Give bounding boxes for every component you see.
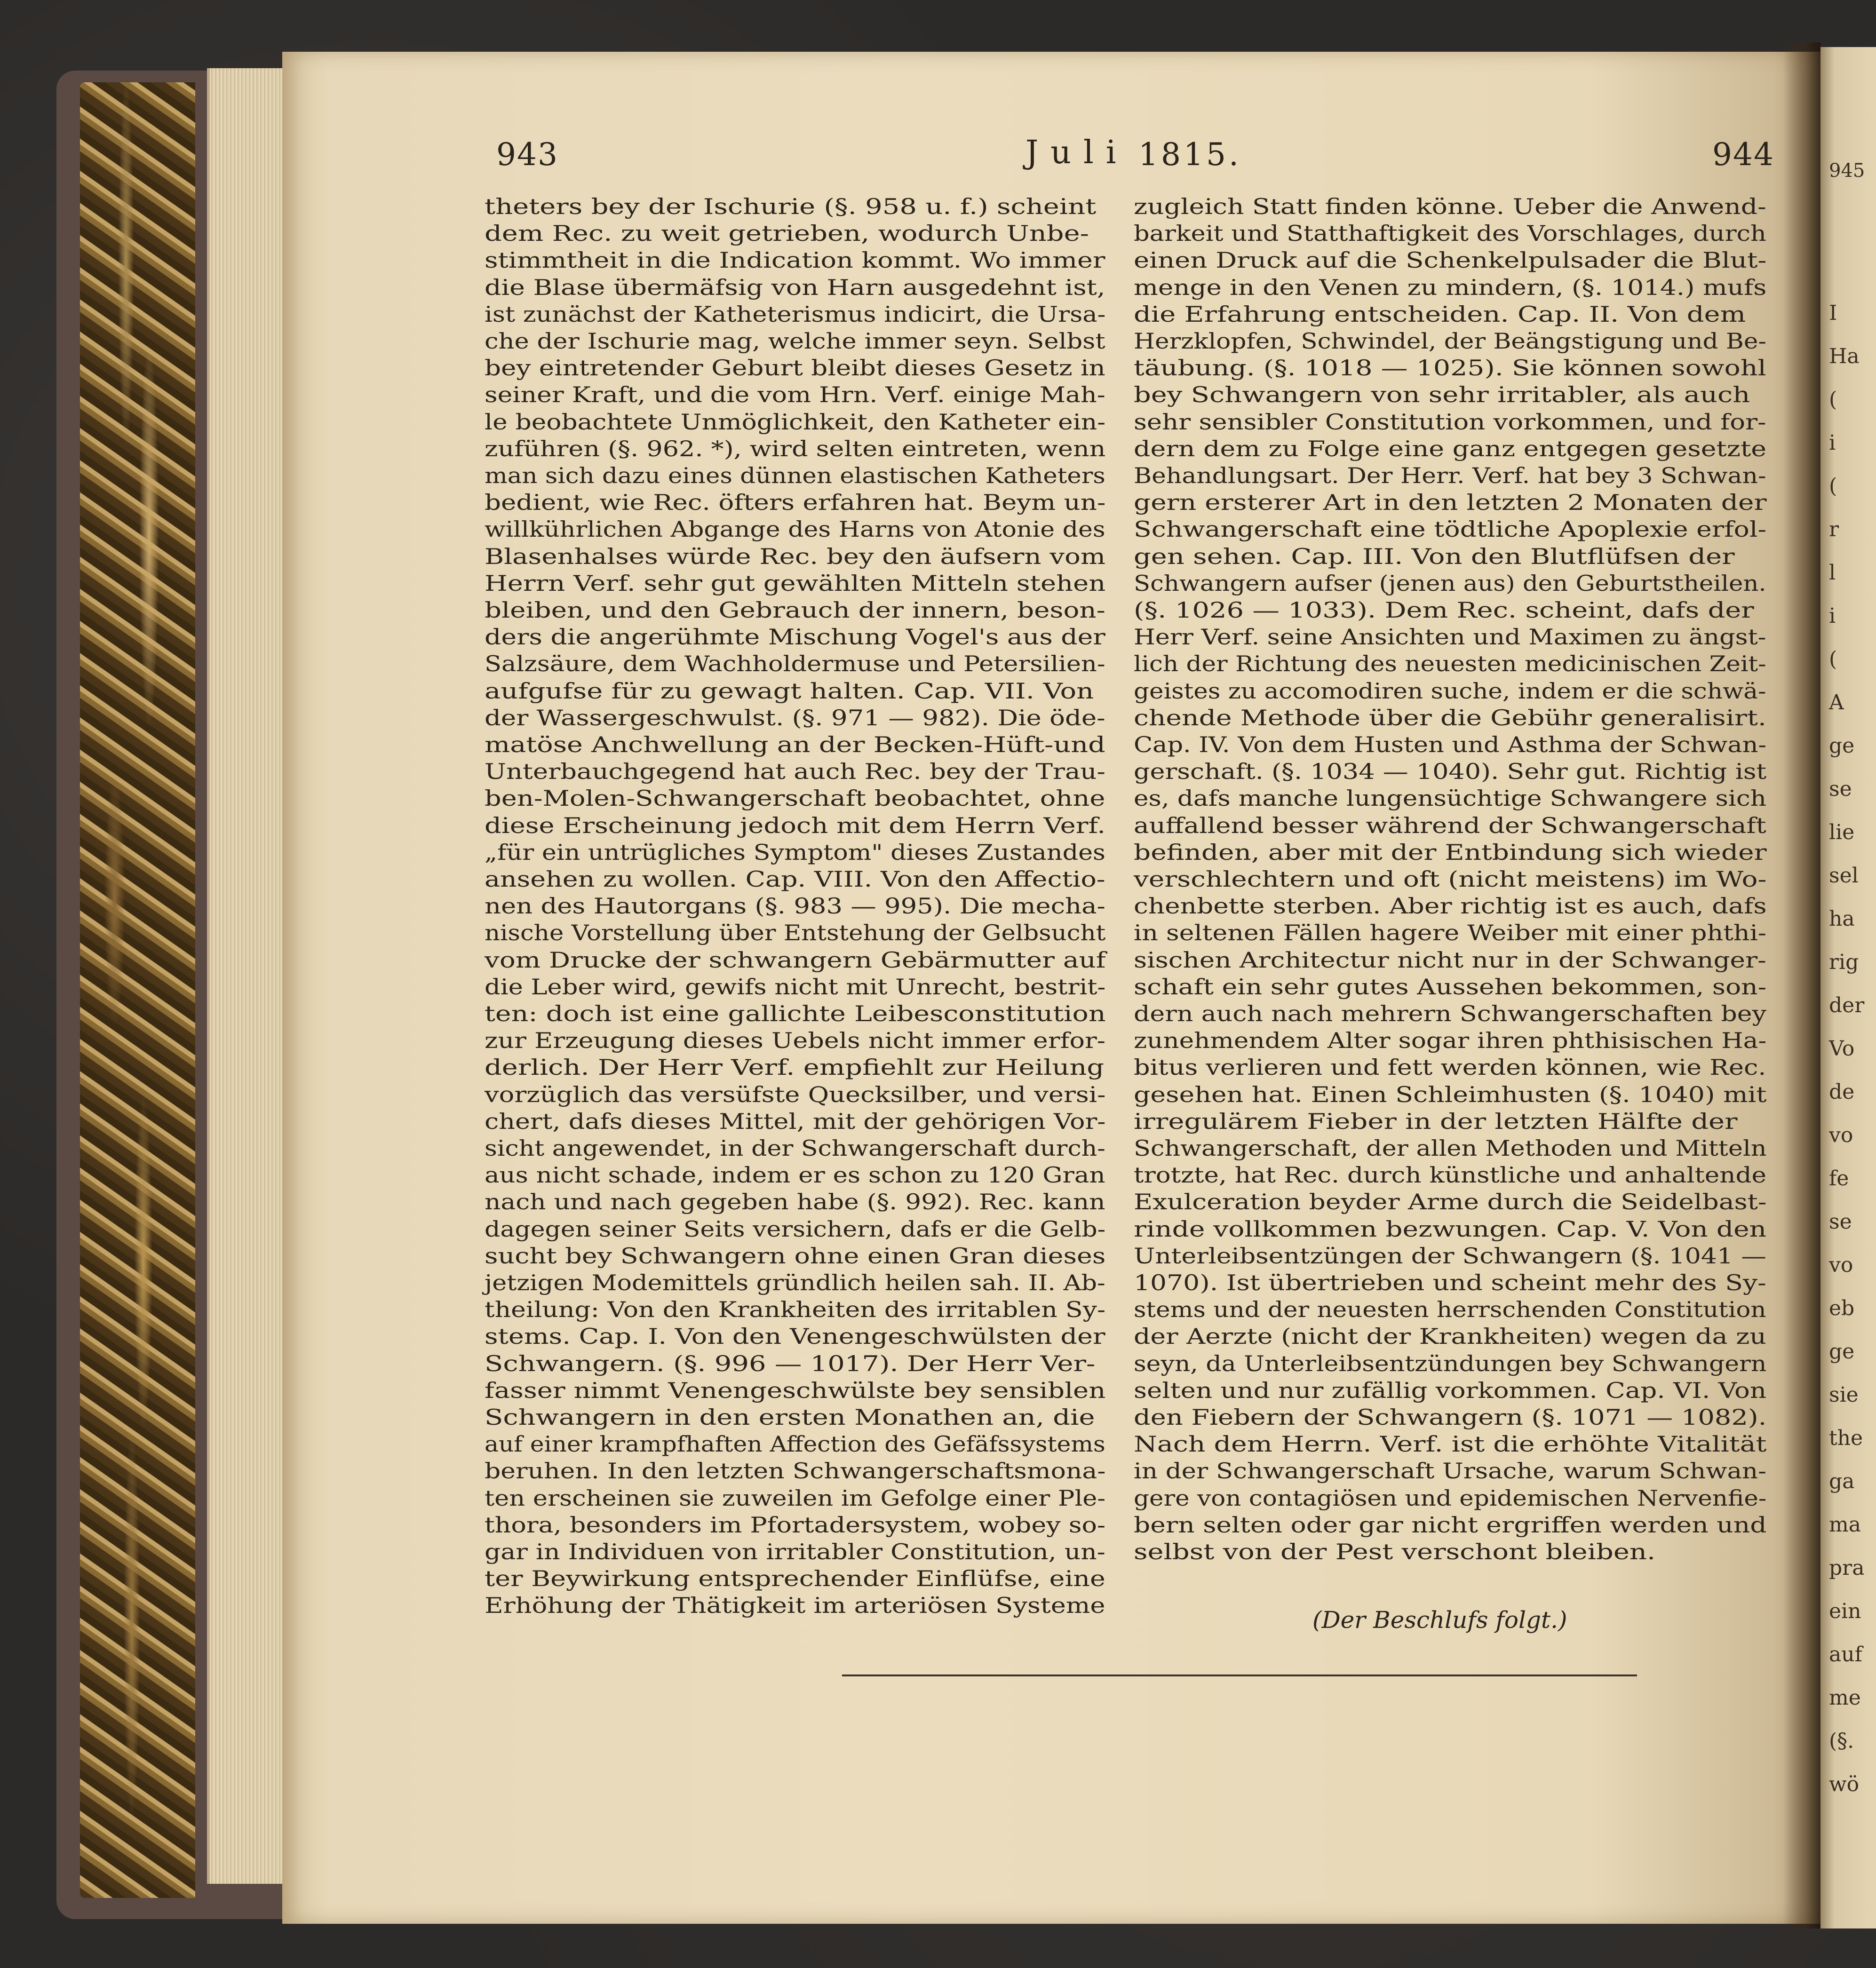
- text-line: stimmtheit in die Indication kommt. Wo immer: [485, 247, 1105, 273]
- next-page-fragment: vo: [1829, 1123, 1853, 1147]
- next-page-fragment: vo: [1829, 1253, 1853, 1277]
- text-line: in der Schwangerschaft Ursache, warum Schwan-: [1134, 1458, 1766, 1484]
- text-line: Herzklopfen, Schwindel, der Beängstigung und Be-: [1134, 328, 1766, 354]
- text-line: sischen Architectur nicht nur in der Schwanger-: [1134, 947, 1766, 973]
- right-page-number: 944: [1712, 136, 1774, 173]
- page-edges: [207, 68, 290, 1884]
- next-page-fragment: se: [1829, 777, 1852, 801]
- text-line: bedient, wie Rec. öfters erfahren hat. Beym un-: [485, 490, 1106, 516]
- text-line: bleiben, und den Gebrauch der innern, beson-: [485, 597, 1105, 623]
- text-line: fasser nimmt Venengeschwülste bey sensiblen: [485, 1377, 1106, 1403]
- text-line: che der Ischurie mag, welche immer seyn. Selbst: [485, 328, 1105, 354]
- text-line: chenbette sterben. Aber richtig ist es auch, dafs: [1134, 893, 1767, 919]
- text-line: dem Rec. zu weit getrieben, wodurch Unbe-: [485, 221, 1089, 246]
- text-line: ders die angerühmte Mischung Vogel's aus der: [485, 624, 1105, 650]
- next-page-fragment: pra: [1829, 1556, 1865, 1580]
- text-line: trotzte, hat Rec. durch künstliche und anhaltende: [1134, 1162, 1766, 1188]
- next-page-fragment: fe: [1829, 1167, 1849, 1190]
- next-page-fragment: ge: [1829, 1340, 1855, 1364]
- text-line: irregulärem Fieber in der letzten Hälfte der: [1134, 1108, 1738, 1134]
- text-line: zunehmendem Alter sogar ihren phthisischen Ha-: [1134, 1028, 1767, 1054]
- next-page-fragment: ma: [1829, 1513, 1861, 1537]
- text-line: Herrn Verf. sehr gut gewählten Mitteln stehen: [485, 570, 1106, 596]
- text-line: zuführen (§. 962. *), wird selten eintreten, wenn: [485, 436, 1106, 461]
- next-page-fragment: A: [1829, 690, 1844, 714]
- text-line: theters bey der Ischurie (§. 958 u. f.) scheint: [485, 194, 1097, 219]
- text-line: matöse Anchwellung an der Becken-Hüft-und: [485, 732, 1105, 757]
- text-line: vom Drucke der schwangern Gebärmutter auf: [485, 947, 1106, 973]
- next-page-fragment: (: [1829, 388, 1837, 412]
- text-line: seiner Kraft, und die vom Hrn. Verf. einige Mah-: [485, 382, 1105, 408]
- text-line: Unterleibsentzüngen der Schwangern (§. 1041 —: [1134, 1243, 1766, 1269]
- next-page-fragment: ga: [1829, 1469, 1855, 1493]
- text-line: gere von contagiösen und epidemischen Nervenfie-: [1134, 1485, 1767, 1511]
- text-line: stems. Cap. I. Von den Venengeschwülsten der: [485, 1324, 1105, 1349]
- text-line: theilung: Von den Krankheiten des irritablen Sy-: [485, 1297, 1106, 1323]
- text-line: bey eintretender Geburt bleibt dieses Gesetz in: [485, 355, 1105, 381]
- text-line: Exulceration beyder Arme durch die Seidelbast-: [1134, 1189, 1767, 1215]
- text-line: ist zunächst der Katheterismus indicirt, die Ursa-: [485, 301, 1106, 327]
- text-line: chert, dafs dieses Mittel, mit der gehörigen Vor-: [485, 1108, 1106, 1134]
- text-line: befinden, aber mit der Entbindung sich wieder: [1134, 839, 1767, 865]
- text-line: stems und der neuesten herrschenden Constitution: [1134, 1297, 1766, 1323]
- next-page-fragment: auf: [1829, 1643, 1862, 1666]
- text-line: man sich dazu eines dünnen elastischen Katheters: [485, 463, 1105, 488]
- text-line: diese Erscheinung jedoch mit dem Herrn Verf.: [485, 812, 1106, 838]
- text-line: ansehen zu wollen. Cap. VIII. Von den Affectio-: [485, 866, 1105, 892]
- text-line: barkeit und Statthaftigkeit des Vorschlages, durch: [1134, 221, 1766, 246]
- text-line: dagegen seiner Seits versichern, dafs er die Gelb-: [485, 1216, 1106, 1242]
- text-line: dern auch nach mehrern Schwangerschaften bey: [1134, 1001, 1766, 1026]
- text-line: ten: doch ist eine gallichte Leibesconstitution: [485, 1001, 1106, 1026]
- next-page-fragment: se: [1829, 1210, 1852, 1234]
- end-rule: [842, 1674, 1637, 1676]
- text-line: täubung. (§. 1018 — 1025). Sie können sowohl: [1134, 355, 1766, 381]
- text-line: nach und nach gegeben habe (§. 992). Rec. kann: [485, 1189, 1105, 1215]
- text-line: zur Erzeugung dieses Uebels nicht immer erfor-: [485, 1028, 1106, 1054]
- text-line: den Fiebern der Schwangern (§. 1071 — 1082).: [1134, 1405, 1767, 1430]
- text-line: die Blase übermäfsig von Harn ausgedehnt ist,: [485, 274, 1105, 300]
- next-page-fragment: eb: [1829, 1296, 1855, 1320]
- next-page-fragment: ge: [1829, 734, 1855, 758]
- next-page-fragment: I: [1829, 301, 1837, 325]
- text-line: ben-Molen-Schwangerschaft beobachtet, ohne: [485, 786, 1105, 811]
- marbled-edge: [80, 82, 195, 1898]
- text-line: es, dafs manche lungensüchtige Schwangere sich: [1134, 786, 1767, 811]
- text-line: selten und nur zufällig vorkommen. Cap. VI. Von: [1134, 1377, 1767, 1403]
- text-line: auffallend besser während der Schwangerschaft: [1134, 812, 1766, 838]
- next-page-fragment: lie: [1829, 820, 1855, 844]
- text-line: bern selten oder gar nicht ergriffen werden und: [1134, 1512, 1767, 1538]
- text-line: aus nicht schade, indem er es schon zu 120 Gran: [485, 1162, 1105, 1188]
- text-line: Blasenhalses würde Rec. bey den äufsern vom: [485, 543, 1105, 569]
- next-page-fragment: l: [1829, 561, 1836, 585]
- text-line: bey Schwangern von sehr irritabler, als auch: [1134, 382, 1750, 408]
- next-page-fragment: Ha: [1829, 344, 1860, 368]
- text-line: auf einer krampfhaften Affection des Gefäfssystems: [485, 1431, 1105, 1457]
- text-line: Nach dem Herrn. Verf. ist die erhöhte Vitalität: [1134, 1431, 1767, 1457]
- text-line: 1070). Ist übertrieben und scheint mehr des Sy-: [1134, 1270, 1766, 1295]
- next-page-edge: [1820, 47, 1876, 1928]
- text-line: seyn, da Unterleibsentzündungen bey Schwangern: [1134, 1350, 1767, 1376]
- text-line: thora, besonders im Pfortadersystem, wobey so-: [485, 1512, 1106, 1538]
- text-line: gern ersterer Art in den letzten 2 Monaten der: [1134, 490, 1767, 516]
- text-line: vorzüglich das versüfste Quecksilber, und versi-: [485, 1081, 1106, 1107]
- text-line: Erhöhung der Thätigkeit im arteriösen Systeme: [485, 1593, 1105, 1619]
- text-line: gesehen hat. Einen Schleimhusten (§. 1040) mit: [1134, 1081, 1767, 1107]
- text-line: zugleich Statt finden könne. Ueber die Anwend-: [1134, 194, 1766, 219]
- text-line: der Wassergeschwulst. (§. 971 — 982). Die öde-: [485, 705, 1105, 730]
- next-page-fragment: (§.: [1829, 1729, 1854, 1753]
- text-line: rinde vollkommen bezwungen. Cap. V. Von den: [1134, 1216, 1767, 1242]
- text-line: geistes zu accomodiren suche, indem er die schwä-: [1134, 678, 1766, 704]
- next-page-fragment: rig: [1829, 950, 1859, 974]
- text-line: ter Beywirkung entsprechender Einflüfse, eine: [485, 1566, 1105, 1592]
- text-line: die Erfahrung entscheiden. Cap. II. Von dem: [1134, 301, 1746, 327]
- text-line: Herr Verf. seine Ansichten und Maximen zu ängst-: [1134, 624, 1766, 650]
- text-line: „für ein untrügliches Symptom" dieses Zustandes: [485, 839, 1105, 865]
- text-line: die Leber wird, gewifs nicht mit Unrecht, bestrit-: [485, 974, 1106, 1000]
- next-page-fragment: ha: [1829, 907, 1855, 931]
- left-page-number: 943: [496, 136, 558, 173]
- next-page-fragment: ein: [1829, 1599, 1861, 1623]
- text-line: Schwangern. (§. 996 — 1017). Der Herr Ver-: [485, 1350, 1096, 1376]
- next-page-fragment: (: [1829, 647, 1837, 671]
- next-page-fragment: sie: [1829, 1383, 1859, 1407]
- text-line: Cap. IV. Von dem Husten und Asthma der Schwan-: [1134, 732, 1767, 757]
- next-page-fragment: i: [1829, 604, 1836, 628]
- next-page-fragment: wö: [1829, 1772, 1860, 1796]
- text-line: menge in den Venen zu mindern, (§. 1014.) mufs: [1134, 274, 1767, 300]
- text-line: Salzsäure, dem Wachholdermuse und Petersilien-: [485, 651, 1105, 677]
- text-line: aufgufse für zu gewagt halten. Cap. VII. Von: [485, 678, 1094, 704]
- text-line: Schwangern in den ersten Monathen an, die: [485, 1405, 1095, 1430]
- text-line: willkührlichen Abgange des Harns von Atonie des: [485, 516, 1105, 542]
- text-line: nen des Hautorgans (§. 983 — 995). Die mecha-: [485, 893, 1105, 919]
- next-page-fragment: sel: [1829, 864, 1859, 888]
- text-line: le beobachtete Unmöglichkeit, den Katheter ein-: [485, 409, 1106, 435]
- next-page-fragment: Vo: [1829, 1037, 1855, 1061]
- text-line: dern dem zu Folge eine ganz entgegen gesetzte: [1134, 436, 1767, 461]
- text-line: gar in Individuen von irritabler Constitution, un-: [485, 1539, 1105, 1564]
- closing-note: (Der Beschlufs folgt.): [1312, 1606, 1567, 1634]
- text-line: selbst von der Pest verschont bleiben.: [1134, 1539, 1656, 1564]
- next-page-fragment: the: [1829, 1426, 1863, 1450]
- running-title: Juli: [1025, 134, 1129, 171]
- text-line: Schwangerschaft eine tödtliche Apoplexie erfol-: [1134, 516, 1767, 542]
- next-page-fragment: i: [1829, 431, 1836, 455]
- next-page-fragment: (: [1829, 474, 1837, 498]
- text-line: sehr sensibler Constitution vorkommen, und for-: [1134, 409, 1766, 435]
- next-page-fragment: r: [1829, 517, 1839, 541]
- text-line: gen sehen. Cap. III. Von den Blutflüfsen der: [1134, 543, 1735, 569]
- text-line: in seltenen Fällen hagere Weiber mit einer phthi-: [1134, 920, 1766, 946]
- next-page-fragment: me: [1829, 1686, 1861, 1710]
- text-line: schaft ein sehr gutes Aussehen bekommen, son-: [1134, 974, 1767, 1000]
- text-line: ten erscheinen sie zuweilen im Gefolge einer Ple-: [485, 1485, 1106, 1511]
- text-line: Unterbauchgegend hat auch Rec. bey der Trau-: [485, 759, 1105, 785]
- text-line: der Aerzte (nicht der Krankheiten) wegen da zu: [1134, 1324, 1766, 1349]
- next-page-fragment: de: [1829, 1080, 1855, 1104]
- next-page-number: 945: [1829, 160, 1865, 182]
- text-line: lich der Richtung des neuesten medicinischen Zeit-: [1134, 651, 1766, 677]
- next-page-fragment: der: [1829, 993, 1865, 1017]
- text-line: bitus verlieren und fett werden können, wie Rec.: [1134, 1055, 1766, 1080]
- text-line: einen Druck auf die Schenkelpulsader die Blut-: [1134, 247, 1767, 273]
- text-line: sucht bey Schwangern ohne einen Gran dieses: [485, 1243, 1106, 1269]
- text-line: jetzigen Modemittels gründlich heilen sah. II. Ab-: [485, 1270, 1105, 1295]
- text-line: (§. 1026 — 1033). Dem Rec. scheint, dafs der: [1134, 597, 1754, 623]
- text-line: Schwangern aufser (jenen aus) den Geburtstheilen.: [1134, 570, 1766, 596]
- text-line: gerschaft. (§. 1034 — 1040). Sehr gut. Richtig ist: [1134, 759, 1767, 785]
- text-line: sicht angewendet, in der Schwangerschaft durch-: [485, 1135, 1105, 1161]
- text-line: derlich. Der Herr Verf. empfiehlt zur Heilung: [485, 1055, 1105, 1080]
- running-year: 1815.: [1138, 136, 1241, 173]
- text-line: nische Vorstellung über Entstehung der Gelbsucht: [485, 920, 1106, 946]
- gutter-shadow: [1783, 42, 1820, 1928]
- text-line: Behandlungsart. Der Herr. Verf. hat bey 3 Schwan-: [1134, 463, 1766, 488]
- text-line: Schwangerschaft, der allen Methoden und Mitteln: [1134, 1135, 1767, 1161]
- text-line: chende Methode über die Gebühr generalisirt.: [1134, 705, 1766, 730]
- text-line: verschlechtern und oft (nicht meistens) im Wo-: [1134, 866, 1767, 892]
- text-line: beruhen. In den letzten Schwangerschaftsmona-: [485, 1458, 1106, 1484]
